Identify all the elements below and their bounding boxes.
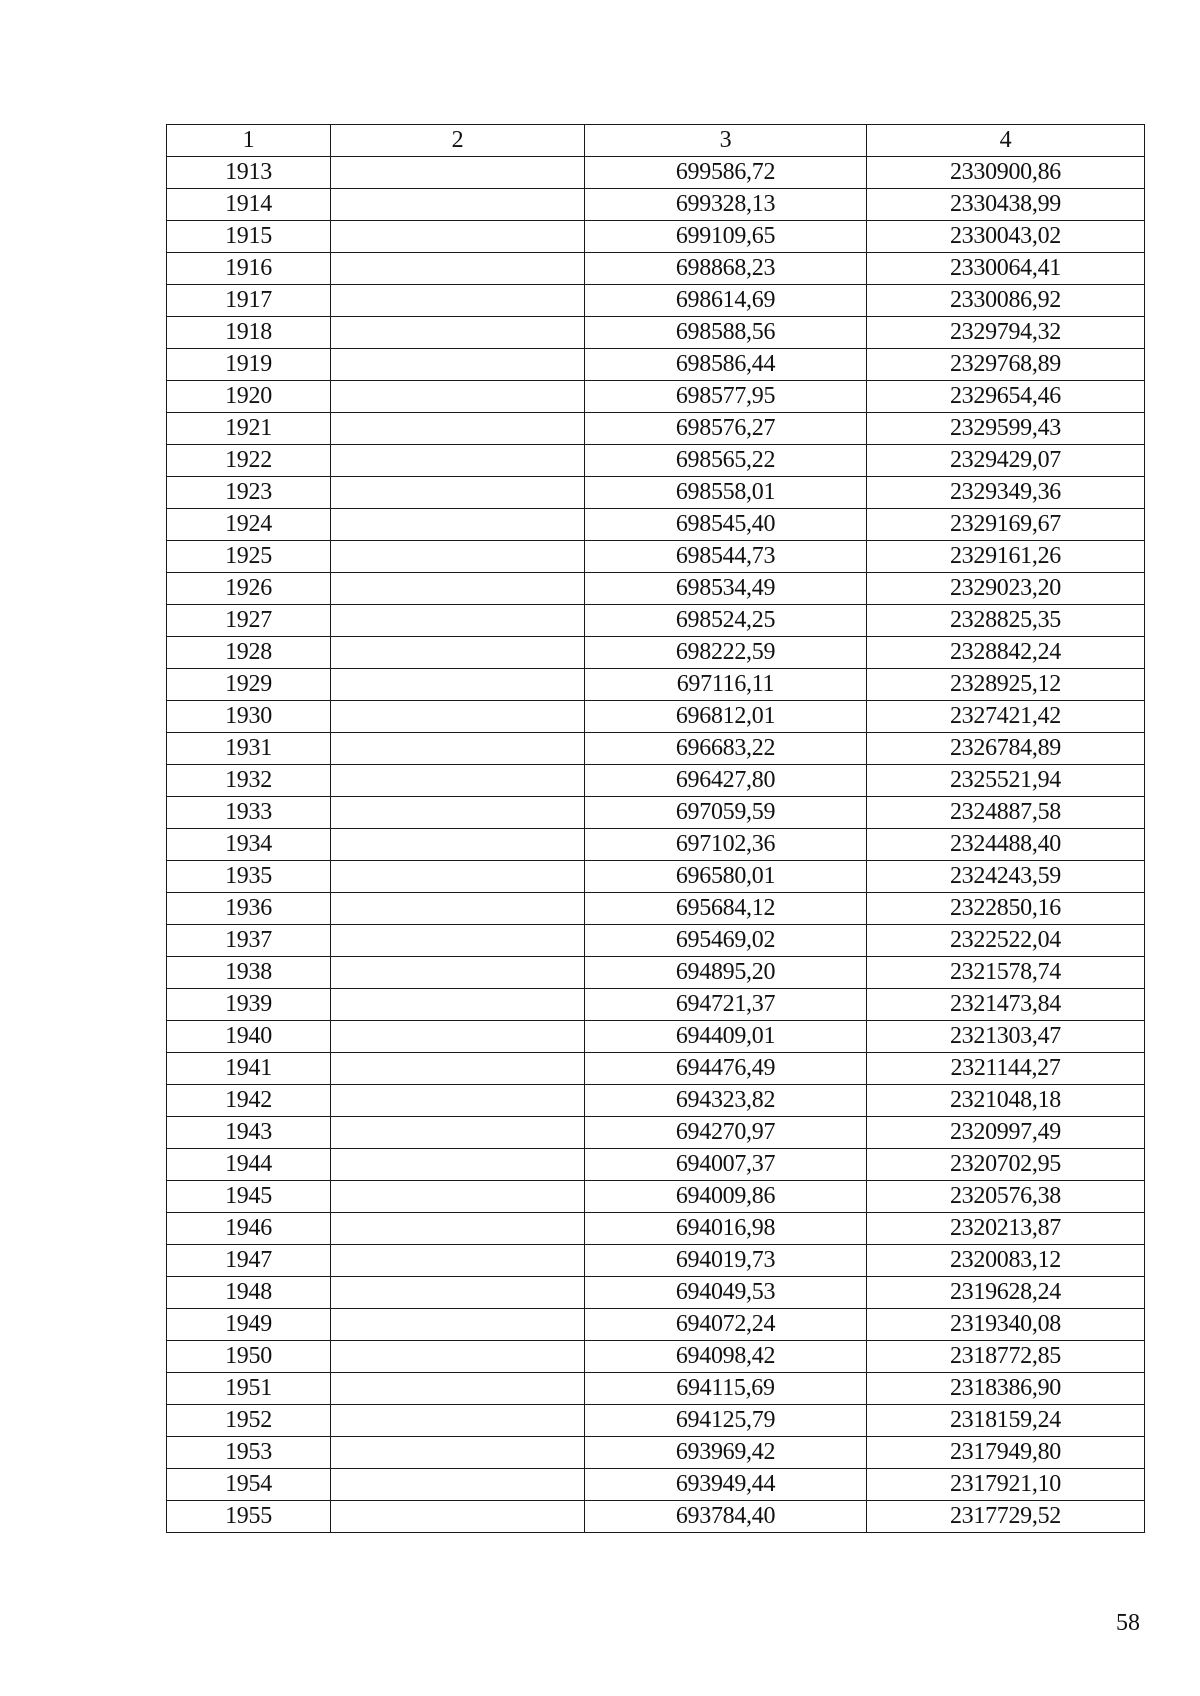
empty-cell (331, 605, 585, 637)
point-number-cell: 1946 (167, 1213, 331, 1245)
table-body (167, 157, 1145, 1533)
x-coordinate-cell: 696580,01 (585, 861, 867, 893)
y-coordinate-cell: 2329599,43 (867, 413, 1145, 445)
table-row (167, 1213, 1145, 1245)
empty-cell (331, 701, 585, 733)
empty-cell (331, 829, 585, 861)
empty-cell (331, 733, 585, 765)
table-row (167, 1053, 1145, 1085)
y-coordinate-cell: 2325521,94 (867, 765, 1145, 797)
x-coordinate-cell: 698558,01 (585, 477, 867, 509)
y-coordinate-cell: 2320997,49 (867, 1117, 1145, 1149)
point-number-cell: 1925 (167, 541, 331, 573)
point-number-cell: 1954 (167, 1469, 331, 1501)
y-coordinate-cell: 2317949,80 (867, 1437, 1145, 1469)
point-number-cell: 1919 (167, 349, 331, 381)
table-row (167, 413, 1145, 445)
y-coordinate-cell: 2329429,07 (867, 445, 1145, 477)
empty-cell (331, 445, 585, 477)
point-number-cell: 1916 (167, 253, 331, 285)
empty-cell (331, 1277, 585, 1309)
point-number-cell: 1914 (167, 189, 331, 221)
empty-cell (331, 541, 585, 573)
x-coordinate-cell: 698524,25 (585, 605, 867, 637)
table-row (167, 861, 1145, 893)
y-coordinate-cell: 2317921,10 (867, 1469, 1145, 1501)
empty-cell (331, 509, 585, 541)
table-header (167, 125, 1145, 157)
empty-cell (331, 1437, 585, 1469)
table-row (167, 1021, 1145, 1053)
y-coordinate-cell: 2330043,02 (867, 221, 1145, 253)
table-row (167, 669, 1145, 701)
empty-cell (331, 861, 585, 893)
empty-cell (331, 221, 585, 253)
page-number: 58 (1116, 1610, 1140, 1636)
empty-cell (331, 1181, 585, 1213)
x-coordinate-cell: 696683,22 (585, 733, 867, 765)
point-number-cell: 1926 (167, 573, 331, 605)
empty-cell (331, 1501, 585, 1533)
x-coordinate-cell: 698586,44 (585, 349, 867, 381)
empty-cell (331, 669, 585, 701)
table-row (167, 637, 1145, 669)
table-row (167, 989, 1145, 1021)
y-coordinate-cell: 2330064,41 (867, 253, 1145, 285)
x-coordinate-cell: 694476,49 (585, 1053, 867, 1085)
table-row (167, 1341, 1145, 1373)
point-number-cell: 1921 (167, 413, 331, 445)
point-number-cell: 1927 (167, 605, 331, 637)
table-row (167, 253, 1145, 285)
point-number-cell: 1944 (167, 1149, 331, 1181)
empty-cell (331, 1405, 585, 1437)
y-coordinate-cell: 2318159,24 (867, 1405, 1145, 1437)
empty-cell (331, 253, 585, 285)
x-coordinate-cell: 694721,37 (585, 989, 867, 1021)
point-number-cell: 1941 (167, 1053, 331, 1085)
empty-cell (331, 1373, 585, 1405)
table-row (167, 1501, 1145, 1533)
point-number-cell: 1953 (167, 1437, 331, 1469)
point-number-cell: 1942 (167, 1085, 331, 1117)
y-coordinate-cell: 2329349,36 (867, 477, 1145, 509)
x-coordinate-cell: 694019,73 (585, 1245, 867, 1277)
empty-cell (331, 1021, 585, 1053)
empty-cell (331, 957, 585, 989)
x-coordinate-cell: 694115,69 (585, 1373, 867, 1405)
table-row (167, 445, 1145, 477)
header-cell-2: 2 (331, 125, 585, 157)
x-coordinate-cell: 694016,98 (585, 1213, 867, 1245)
x-coordinate-cell: 697059,59 (585, 797, 867, 829)
table-row (167, 157, 1145, 189)
empty-cell (331, 189, 585, 221)
point-number-cell: 1922 (167, 445, 331, 477)
y-coordinate-cell: 2319628,24 (867, 1277, 1145, 1309)
empty-cell (331, 1085, 585, 1117)
table-row (167, 509, 1145, 541)
empty-cell (331, 157, 585, 189)
point-number-cell: 1938 (167, 957, 331, 989)
point-number-cell: 1947 (167, 1245, 331, 1277)
empty-cell (331, 1341, 585, 1373)
table-row (167, 893, 1145, 925)
table-row (167, 701, 1145, 733)
empty-cell (331, 765, 585, 797)
point-number-cell: 1917 (167, 285, 331, 317)
y-coordinate-cell: 2320213,87 (867, 1213, 1145, 1245)
x-coordinate-cell: 693949,44 (585, 1469, 867, 1501)
empty-cell (331, 1309, 585, 1341)
table-row (167, 1149, 1145, 1181)
table-row (167, 221, 1145, 253)
y-coordinate-cell: 2329654,46 (867, 381, 1145, 413)
y-coordinate-cell: 2327421,42 (867, 701, 1145, 733)
table-row (167, 317, 1145, 349)
y-coordinate-cell: 2319340,08 (867, 1309, 1145, 1341)
empty-cell (331, 893, 585, 925)
x-coordinate-cell: 694323,82 (585, 1085, 867, 1117)
empty-cell (331, 349, 585, 381)
y-coordinate-cell: 2320576,38 (867, 1181, 1145, 1213)
y-coordinate-cell: 2330438,99 (867, 189, 1145, 221)
table-row (167, 541, 1145, 573)
empty-cell (331, 1149, 585, 1181)
x-coordinate-cell: 694270,97 (585, 1117, 867, 1149)
point-number-cell: 1937 (167, 925, 331, 957)
x-coordinate-cell: 694098,42 (585, 1341, 867, 1373)
point-number-cell: 1932 (167, 765, 331, 797)
y-coordinate-cell: 2329169,67 (867, 509, 1145, 541)
point-number-cell: 1936 (167, 893, 331, 925)
x-coordinate-cell: 693969,42 (585, 1437, 867, 1469)
point-number-cell: 1955 (167, 1501, 331, 1533)
table-row (167, 829, 1145, 861)
empty-cell (331, 1469, 585, 1501)
x-coordinate-cell: 697116,11 (585, 669, 867, 701)
point-number-cell: 1948 (167, 1277, 331, 1309)
y-coordinate-cell: 2320702,95 (867, 1149, 1145, 1181)
point-number-cell: 1934 (167, 829, 331, 861)
table-row (167, 1373, 1145, 1405)
point-number-cell: 1940 (167, 1021, 331, 1053)
y-coordinate-cell: 2328825,35 (867, 605, 1145, 637)
table-row (167, 1277, 1145, 1309)
x-coordinate-cell: 695684,12 (585, 893, 867, 925)
table-row (167, 1181, 1145, 1213)
y-coordinate-cell: 2324488,40 (867, 829, 1145, 861)
x-coordinate-cell: 698588,56 (585, 317, 867, 349)
x-coordinate-cell: 696812,01 (585, 701, 867, 733)
table-row (167, 381, 1145, 413)
table-row (167, 573, 1145, 605)
header-cell-1: 1 (167, 125, 331, 157)
x-coordinate-cell: 693784,40 (585, 1501, 867, 1533)
coordinates-table (166, 124, 1145, 1533)
x-coordinate-cell: 698576,27 (585, 413, 867, 445)
x-coordinate-cell: 698544,73 (585, 541, 867, 573)
table-row (167, 733, 1145, 765)
y-coordinate-cell: 2321144,27 (867, 1053, 1145, 1085)
point-number-cell: 1935 (167, 861, 331, 893)
y-coordinate-cell: 2328925,12 (867, 669, 1145, 701)
x-coordinate-cell: 698565,22 (585, 445, 867, 477)
point-number-cell: 1949 (167, 1309, 331, 1341)
x-coordinate-cell: 694009,86 (585, 1181, 867, 1213)
point-number-cell: 1918 (167, 317, 331, 349)
y-coordinate-cell: 2329794,32 (867, 317, 1145, 349)
empty-cell (331, 317, 585, 349)
table-row (167, 285, 1145, 317)
point-number-cell: 1913 (167, 157, 331, 189)
table-row (167, 1085, 1145, 1117)
y-coordinate-cell: 2324243,59 (867, 861, 1145, 893)
point-number-cell: 1933 (167, 797, 331, 829)
y-coordinate-cell: 2324887,58 (867, 797, 1145, 829)
y-coordinate-cell: 2326784,89 (867, 733, 1145, 765)
x-coordinate-cell: 699586,72 (585, 157, 867, 189)
table-row (167, 797, 1145, 829)
empty-cell (331, 477, 585, 509)
point-number-cell: 1928 (167, 637, 331, 669)
x-coordinate-cell: 694072,24 (585, 1309, 867, 1341)
point-number-cell: 1923 (167, 477, 331, 509)
point-number-cell: 1945 (167, 1181, 331, 1213)
empty-cell (331, 381, 585, 413)
y-coordinate-cell: 2321048,18 (867, 1085, 1145, 1117)
x-coordinate-cell: 698222,59 (585, 637, 867, 669)
point-number-cell: 1943 (167, 1117, 331, 1149)
x-coordinate-cell: 694895,20 (585, 957, 867, 989)
y-coordinate-cell: 2322850,16 (867, 893, 1145, 925)
y-coordinate-cell: 2329023,20 (867, 573, 1145, 605)
y-coordinate-cell: 2328842,24 (867, 637, 1145, 669)
y-coordinate-cell: 2321303,47 (867, 1021, 1145, 1053)
table-row (167, 1437, 1145, 1469)
x-coordinate-cell: 698614,69 (585, 285, 867, 317)
x-coordinate-cell: 696427,80 (585, 765, 867, 797)
x-coordinate-cell: 698534,49 (585, 573, 867, 605)
x-coordinate-cell: 697102,36 (585, 829, 867, 861)
empty-cell (331, 1245, 585, 1277)
empty-cell (331, 1117, 585, 1149)
empty-cell (331, 1213, 585, 1245)
y-coordinate-cell: 2320083,12 (867, 1245, 1145, 1277)
header-cell-4: 4 (867, 125, 1145, 157)
y-coordinate-cell: 2322522,04 (867, 925, 1145, 957)
y-coordinate-cell: 2329161,26 (867, 541, 1145, 573)
point-number-cell: 1931 (167, 733, 331, 765)
x-coordinate-cell: 698545,40 (585, 509, 867, 541)
table-row (167, 1309, 1145, 1341)
empty-cell (331, 413, 585, 445)
empty-cell (331, 989, 585, 1021)
table-row (167, 957, 1145, 989)
empty-cell (331, 797, 585, 829)
x-coordinate-cell: 694007,37 (585, 1149, 867, 1181)
table-row (167, 605, 1145, 637)
table-row (167, 189, 1145, 221)
point-number-cell: 1929 (167, 669, 331, 701)
point-number-cell: 1939 (167, 989, 331, 1021)
y-coordinate-cell: 2317729,52 (867, 1501, 1145, 1533)
y-coordinate-cell: 2329768,89 (867, 349, 1145, 381)
x-coordinate-cell: 698577,95 (585, 381, 867, 413)
empty-cell (331, 925, 585, 957)
header-cell-3: 3 (585, 125, 867, 157)
y-coordinate-cell: 2318772,85 (867, 1341, 1145, 1373)
y-coordinate-cell: 2321578,74 (867, 957, 1145, 989)
x-coordinate-cell: 694049,53 (585, 1277, 867, 1309)
point-number-cell: 1950 (167, 1341, 331, 1373)
y-coordinate-cell: 2321473,84 (867, 989, 1145, 1021)
x-coordinate-cell: 694125,79 (585, 1405, 867, 1437)
table-row (167, 477, 1145, 509)
table-row (167, 1469, 1145, 1501)
point-number-cell: 1924 (167, 509, 331, 541)
x-coordinate-cell: 694409,01 (585, 1021, 867, 1053)
table-row (167, 1117, 1145, 1149)
empty-cell (331, 637, 585, 669)
point-number-cell: 1951 (167, 1373, 331, 1405)
table-row (167, 349, 1145, 381)
table-row (167, 1405, 1145, 1437)
y-coordinate-cell: 2318386,90 (867, 1373, 1145, 1405)
x-coordinate-cell: 699109,65 (585, 221, 867, 253)
x-coordinate-cell: 699328,13 (585, 189, 867, 221)
point-number-cell: 1930 (167, 701, 331, 733)
table-row (167, 1245, 1145, 1277)
table-row (167, 765, 1145, 797)
empty-cell (331, 573, 585, 605)
empty-cell (331, 1053, 585, 1085)
y-coordinate-cell: 2330900,86 (867, 157, 1145, 189)
x-coordinate-cell: 695469,02 (585, 925, 867, 957)
header-row (167, 125, 1145, 157)
x-coordinate-cell: 698868,23 (585, 253, 867, 285)
empty-cell (331, 285, 585, 317)
point-number-cell: 1952 (167, 1405, 331, 1437)
point-number-cell: 1915 (167, 221, 331, 253)
point-number-cell: 1920 (167, 381, 331, 413)
y-coordinate-cell: 2330086,92 (867, 285, 1145, 317)
table-row (167, 925, 1145, 957)
